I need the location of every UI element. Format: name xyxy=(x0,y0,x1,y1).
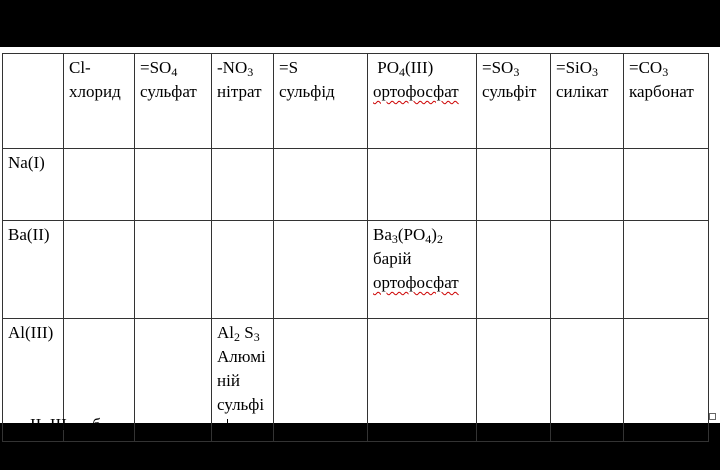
anion-name: хлорид xyxy=(69,82,121,101)
text-cursor xyxy=(227,419,228,437)
table-resize-handle[interactable] xyxy=(709,413,716,420)
table-cell[interactable] xyxy=(135,221,212,319)
anion-name: ортофосфат xyxy=(373,82,459,101)
table-cell[interactable] xyxy=(212,221,274,319)
barium-orthophosphate-cell[interactable] xyxy=(368,221,477,319)
cation-cell[interactable]: Ba(II) xyxy=(3,221,64,319)
header-cell-sulfate[interactable] xyxy=(135,54,212,149)
table-cell[interactable] xyxy=(477,221,551,319)
corner-cell[interactable] xyxy=(3,54,64,149)
anion-formula: Cl- xyxy=(69,58,91,77)
cation-cell[interactable]: Al(III) xyxy=(3,319,64,442)
header-row xyxy=(3,54,709,149)
table-row-ba xyxy=(3,221,709,319)
table-row-al xyxy=(3,319,709,442)
table-cell[interactable] xyxy=(64,149,135,221)
anion-name: карбонат xyxy=(629,82,694,101)
table-cell[interactable] xyxy=(624,319,709,442)
anion-formula: =S xyxy=(279,58,299,77)
anion-formula: $=SO_3$ xyxy=(482,58,520,79)
anion-formula: $=SO_4$ xyxy=(140,58,178,79)
anion-name: сульфат xyxy=(140,82,197,101)
table-cell[interactable] xyxy=(551,221,624,319)
table-cell[interactable] xyxy=(274,319,368,442)
table-cell[interactable] xyxy=(64,221,135,319)
anion-formula: $-NO_3$ xyxy=(217,58,254,79)
table-cell[interactable] xyxy=(624,149,709,221)
table-cell[interactable] xyxy=(368,149,477,221)
table-cell[interactable] xyxy=(551,149,624,221)
cation-cell[interactable]: Na(I) xyxy=(3,149,64,221)
header-cell-carbonate[interactable] xyxy=(624,54,709,149)
table-cell[interactable] xyxy=(274,149,368,221)
header-cell-orthophosphate[interactable] xyxy=(368,54,477,149)
table-row-na xyxy=(3,149,709,221)
table-cell[interactable] xyxy=(212,149,274,221)
aluminium-sulfide-cell[interactable] xyxy=(212,319,274,442)
table-cell[interactable] xyxy=(551,319,624,442)
salt-name-part: сульфід xyxy=(217,395,265,438)
table-cell[interactable] xyxy=(135,149,212,221)
anion-formula: $=CO_3$ xyxy=(629,58,669,79)
anion-name: силікат xyxy=(556,82,609,101)
anion-name: сульфід xyxy=(279,82,335,101)
table-cell[interactable] xyxy=(477,319,551,442)
table-cell[interactable] xyxy=(624,221,709,319)
table-cell[interactable] xyxy=(274,221,368,319)
anion-name: нітрат xyxy=(217,82,262,101)
salt-name-part: Алюміній xyxy=(217,347,266,390)
salt-name-part: ортофосфат xyxy=(373,273,459,292)
header-cell-nitrate[interactable] xyxy=(212,54,274,149)
anion-formula: $PO_4(III)$ xyxy=(373,58,434,79)
header-cell-chloride[interactable] xyxy=(64,54,135,149)
anion-name: сульфіт xyxy=(482,82,537,101)
header-cell-silicate[interactable] xyxy=(551,54,624,149)
anion-cation-table xyxy=(2,53,709,442)
salt-formula: $Ba_3(PO_4)_2$ xyxy=(373,225,443,246)
salt-formula: $Al_2$ $S_3$ xyxy=(217,323,260,344)
table-cell[interactable] xyxy=(368,319,477,442)
document-page xyxy=(0,47,720,438)
header-cell-sulfite[interactable] xyxy=(477,54,551,149)
partial-text-below-table: II, III, ... б xyxy=(30,415,101,434)
table-cell[interactable] xyxy=(477,149,551,221)
salt-name-part: барій xyxy=(373,249,412,268)
table-cell[interactable] xyxy=(135,319,212,442)
header-cell-sulfide[interactable] xyxy=(274,54,368,149)
anion-formula: =SiO$_3$ xyxy=(556,58,599,79)
